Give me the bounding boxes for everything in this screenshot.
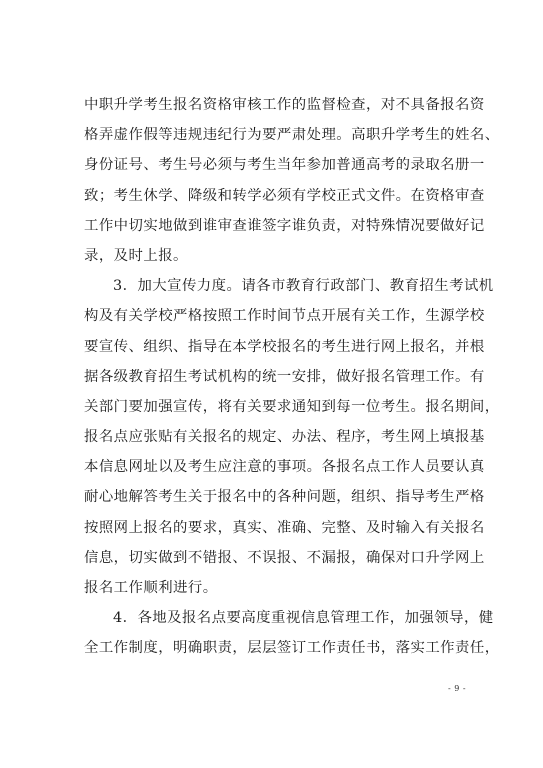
text-line: 耐心地解答考生关于报名中的各种问题，组织、指导考生严格 <box>84 489 485 506</box>
text-line: 构及有关学校严格按照工作时间节点开展有关工作，生源学校 <box>84 308 485 325</box>
text-line: 报名工作顺利进行。 <box>84 580 218 596</box>
text-line: 录，及时上报。 <box>84 247 188 264</box>
text-line: 报名点应张贴有关报名的规定、办法、程序，考生网上填报基 <box>84 429 485 446</box>
text-line: 致；考生休学、降级和转学必须有学校正式文件。在资格审查 <box>84 187 485 204</box>
text-line: 中职升学考生报名资格审核工作的监督检查，对不具备报名资 <box>84 97 485 113</box>
text-line: 工作中切实地做到谁审查谁签字谁负责，对特殊情况要做好记 <box>84 217 485 234</box>
text-line: 要宣传、组织、指导在本学校报名的考生进行网上报名，并根 <box>84 338 485 355</box>
text-line: 身份证号、考生号必须与考生当年参加普通高考的录取名册一 <box>84 157 485 174</box>
text-line: 全工作制度，明确职责，层层签订工作责任书，落实工作责任， <box>84 640 500 657</box>
body-text <box>84 90 500 664</box>
text-line: 3．加大宣传力度。请各市教育行政部门、教育招生考试机 <box>113 278 494 295</box>
paragraph-2 <box>84 271 500 603</box>
text-line: 格弄虚作假等违规违纪行为要严肃处理。高职升学考生的姓名、 <box>84 127 500 144</box>
paragraph-3 <box>84 603 500 663</box>
text-line: 关部门要加强宣传，将有关要求通知到每一位考生。报名期间， <box>84 398 500 415</box>
text-line: 信息，切实做到不错报、不误报、不漏报，确保对口升学网上 <box>84 549 485 566</box>
text-line: 按照网上报名的要求，真实、准确、完整、及时输入有关报名 <box>84 519 485 536</box>
text-line: 本信息网址以及考生应注意的事项。各报名点工作人员要认真 <box>84 459 485 476</box>
text-line: 据各级教育招生考试机构的统一安排，做好报名管理工作。有 <box>84 368 485 385</box>
paragraph-1 <box>84 90 500 271</box>
text-line: 4．各地及报名点要高度重视信息管理工作，加强领导，健 <box>113 610 494 627</box>
page-number: - 9 - <box>448 684 467 693</box>
